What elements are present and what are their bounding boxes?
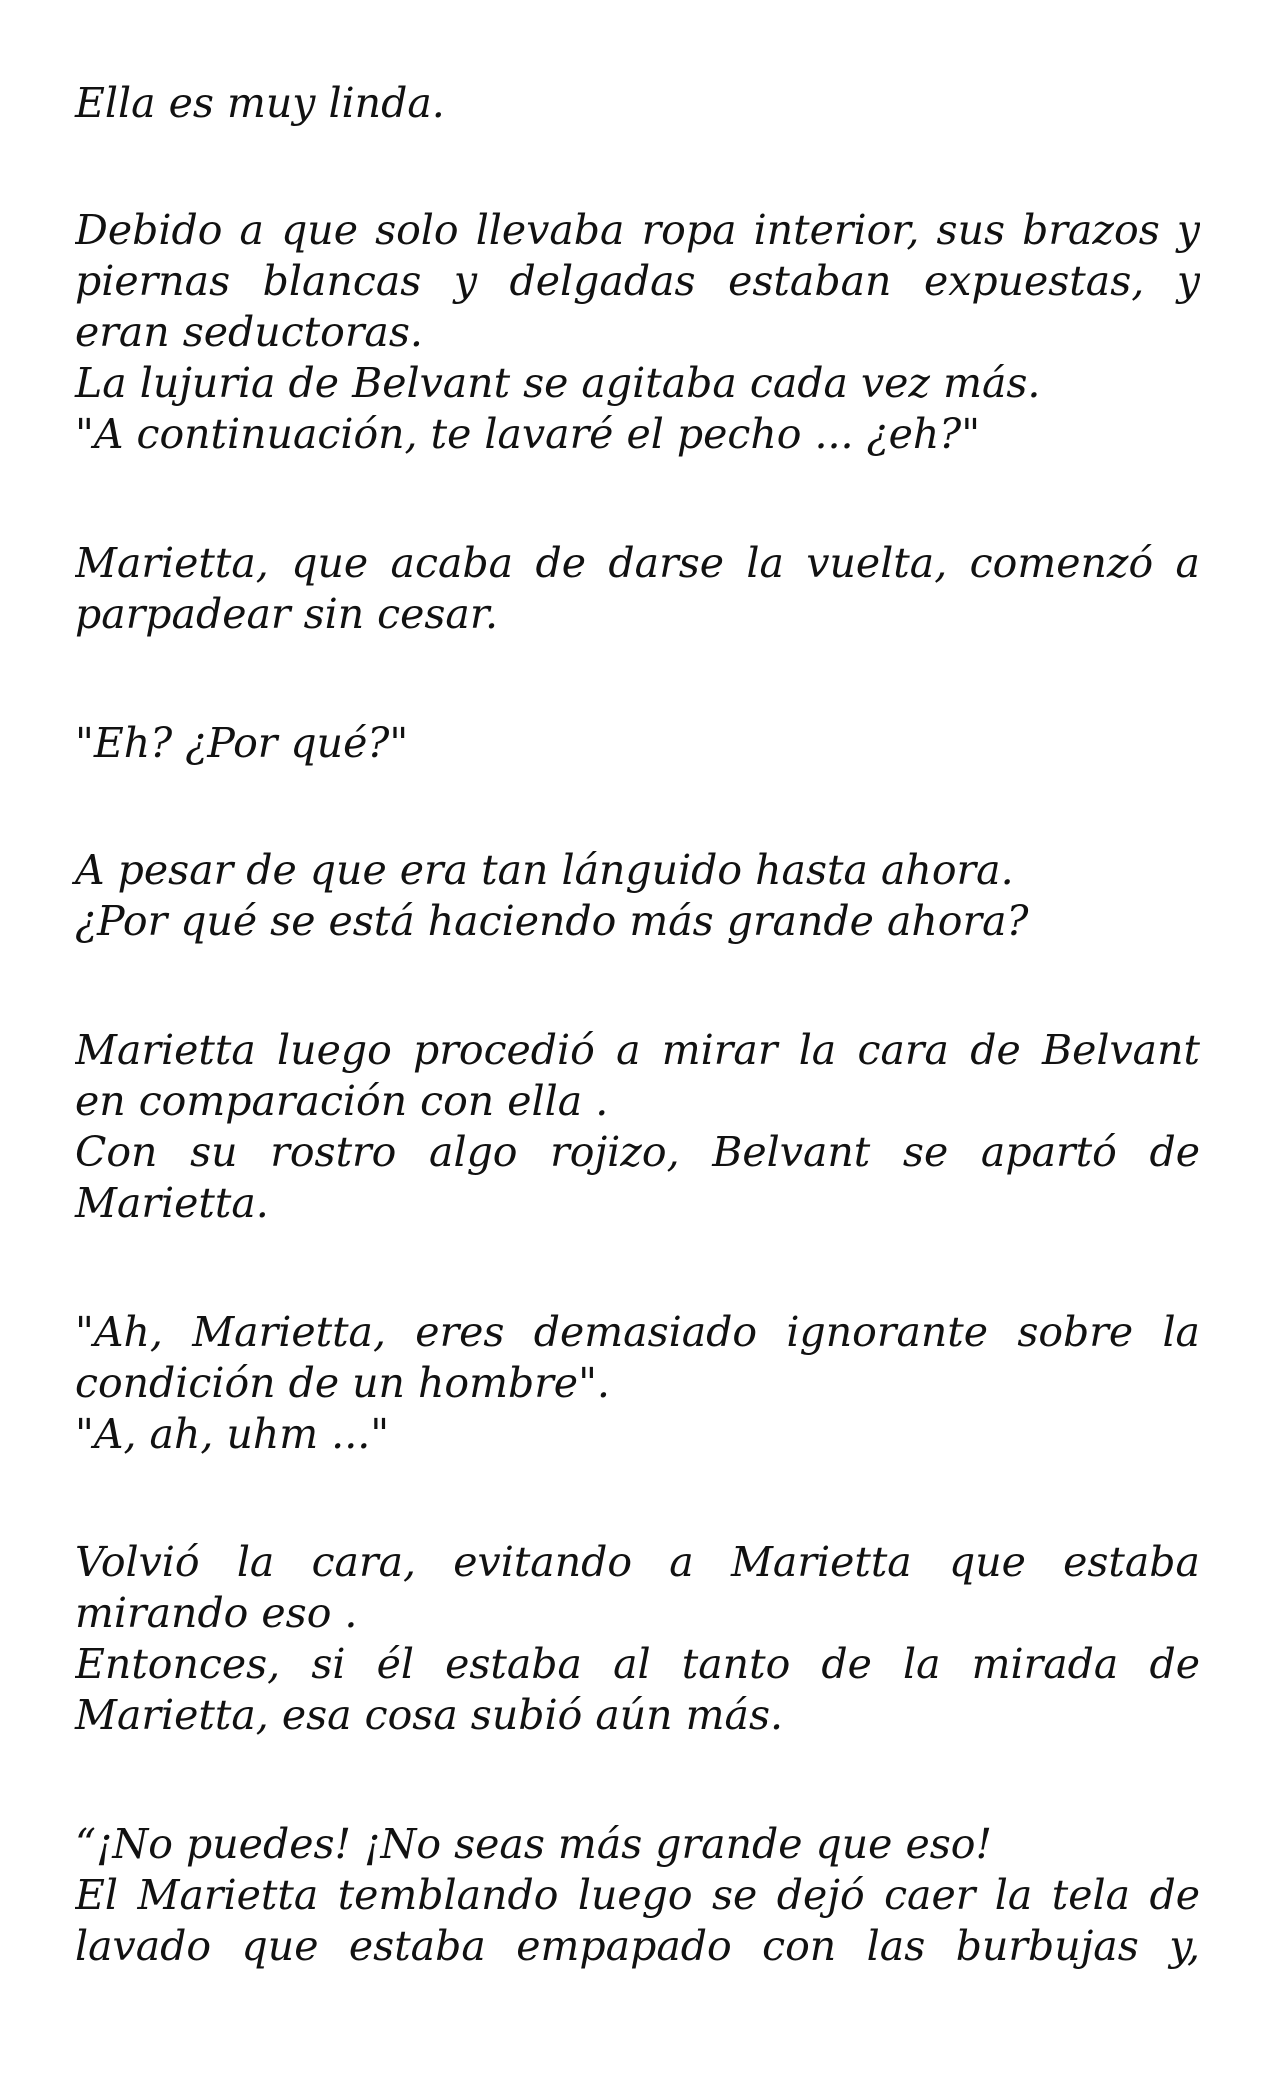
text-line: "Eh? ¿Por qué?": [75, 719, 409, 767]
text-line: Ella es muy linda.: [75, 79, 445, 127]
text-line: "A, ah, uhm ...": [75, 1410, 390, 1458]
text-line: A pesar de que era tan lánguido hasta ahora.: [75, 846, 1014, 894]
text-line: "Ah, Marietta, eres demasiado ignorante sobre la: [75, 1308, 1200, 1356]
text-line: "A continuación, te lavaré el pecho ... ¿eh?": [75, 410, 981, 458]
document-page: [75, 0, 1200, 2100]
paragraph-9: [75, 1819, 1200, 1972]
paragraph-3: [75, 538, 1200, 640]
text-line: Volvió la cara, evitando a Marietta que estaba: [75, 1538, 1200, 1586]
paragraph-1: [75, 78, 1200, 129]
text-line: Marietta, esa cosa subió aún más.: [75, 1691, 784, 1739]
text-line: parpadear sin cesar.: [75, 590, 498, 638]
text-line: Marietta, que acaba de darse la vuelta, comenzó a: [75, 539, 1200, 587]
paragraph-5: [75, 845, 1200, 947]
text-line: Con su rostro algo rojizo, Belvant se apartó de: [75, 1128, 1200, 1176]
text-line: lavado que estaba empapado con las burbujas y,: [75, 1922, 1200, 1970]
paragraph-7: [75, 1307, 1200, 1460]
paragraph-4: [75, 718, 1200, 769]
text-line: Entonces, si él estaba al tanto de la mirada de: [75, 1640, 1200, 1688]
text-line: piernas blancas y delgadas estaban expuestas, y: [75, 257, 1200, 305]
text-line: Marietta luego procedió a mirar la cara de Belvant: [75, 1026, 1200, 1074]
text-line: Marietta.: [75, 1179, 269, 1227]
paragraph-2: [75, 205, 1200, 460]
text-line: ¿Por qué se está haciendo más grande ahora?: [75, 897, 1029, 945]
text-line: Debido a que solo llevaba ropa interior, sus brazos y: [75, 206, 1200, 254]
text-line: eran seductoras.: [75, 308, 423, 356]
text-line: “¡No puedes! ¡No seas más grande que eso!: [75, 1820, 992, 1868]
text-line: en comparación con ella .: [75, 1077, 609, 1125]
text-line: La lujuria de Belvant se agitaba cada vez más.: [75, 359, 1041, 407]
text-line: condición de un hombre".: [75, 1359, 610, 1407]
paragraph-8: [75, 1537, 1200, 1741]
text-line: mirando eso .: [75, 1589, 358, 1637]
text-line: El Marietta temblando luego se dejó caer la tela de: [75, 1871, 1200, 1919]
paragraph-6: [75, 1025, 1200, 1229]
